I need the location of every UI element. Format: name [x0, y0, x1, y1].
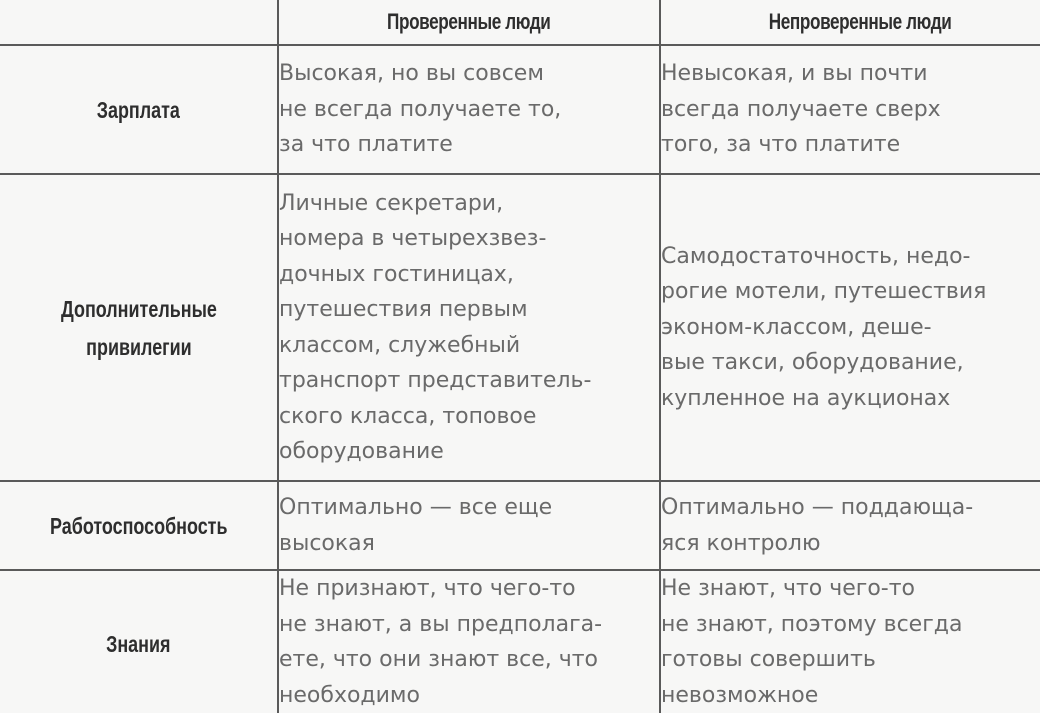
row-label-perks: Дополнительные привилегии: [0, 174, 278, 481]
row-label-performance: Работоспособность: [0, 481, 278, 570]
header-empty-cell: [0, 0, 278, 45]
cell-perks-verified: Личные секретари, номера в четырехзвез- дочных гостиницах, путешествия первым классом, служебный транспорт представитель- ского класса, топовое оборудование: [278, 174, 660, 481]
row-label-salary: Зарплата: [0, 45, 278, 174]
cell-performance-unverified: Оптимально — поддающа- яся контролю: [660, 481, 1040, 570]
cell-knowledge-verified: Не признают, что чего-то не знают, а вы предполага- ете, что они знают все, что необходимо: [278, 570, 660, 713]
cell-knowledge-unverified: Не знают, что чего-то не знают, поэтому всегда готовы совершить невозможное: [660, 570, 1040, 713]
table-row-perks: [0, 174, 1040, 481]
table-row-salary: [0, 45, 1040, 174]
cell-salary-unverified: Невысокая, и вы почти всегда получаете сверх того, за что платите: [660, 45, 1040, 174]
cell-performance-verified: Оптимально — все еще высокая: [278, 481, 660, 570]
header-row: [0, 0, 1040, 45]
cell-salary-verified: Высокая, но вы совсем не всегда получаете то, за что платите: [278, 45, 660, 174]
header-unverified-people: Непроверенные люди: [660, 0, 1040, 45]
row-label-knowledge: Знания: [0, 570, 278, 713]
cell-perks-unverified: Самодостаточность, недо- рогие мотели, путешествия эконом-классом, деше- вые такси, оборудование, купленное на аукционах: [660, 174, 1040, 481]
header-verified-people: Проверенные люди: [278, 0, 660, 45]
table-row-performance: [0, 481, 1040, 570]
table-row-knowledge: [0, 570, 1040, 713]
